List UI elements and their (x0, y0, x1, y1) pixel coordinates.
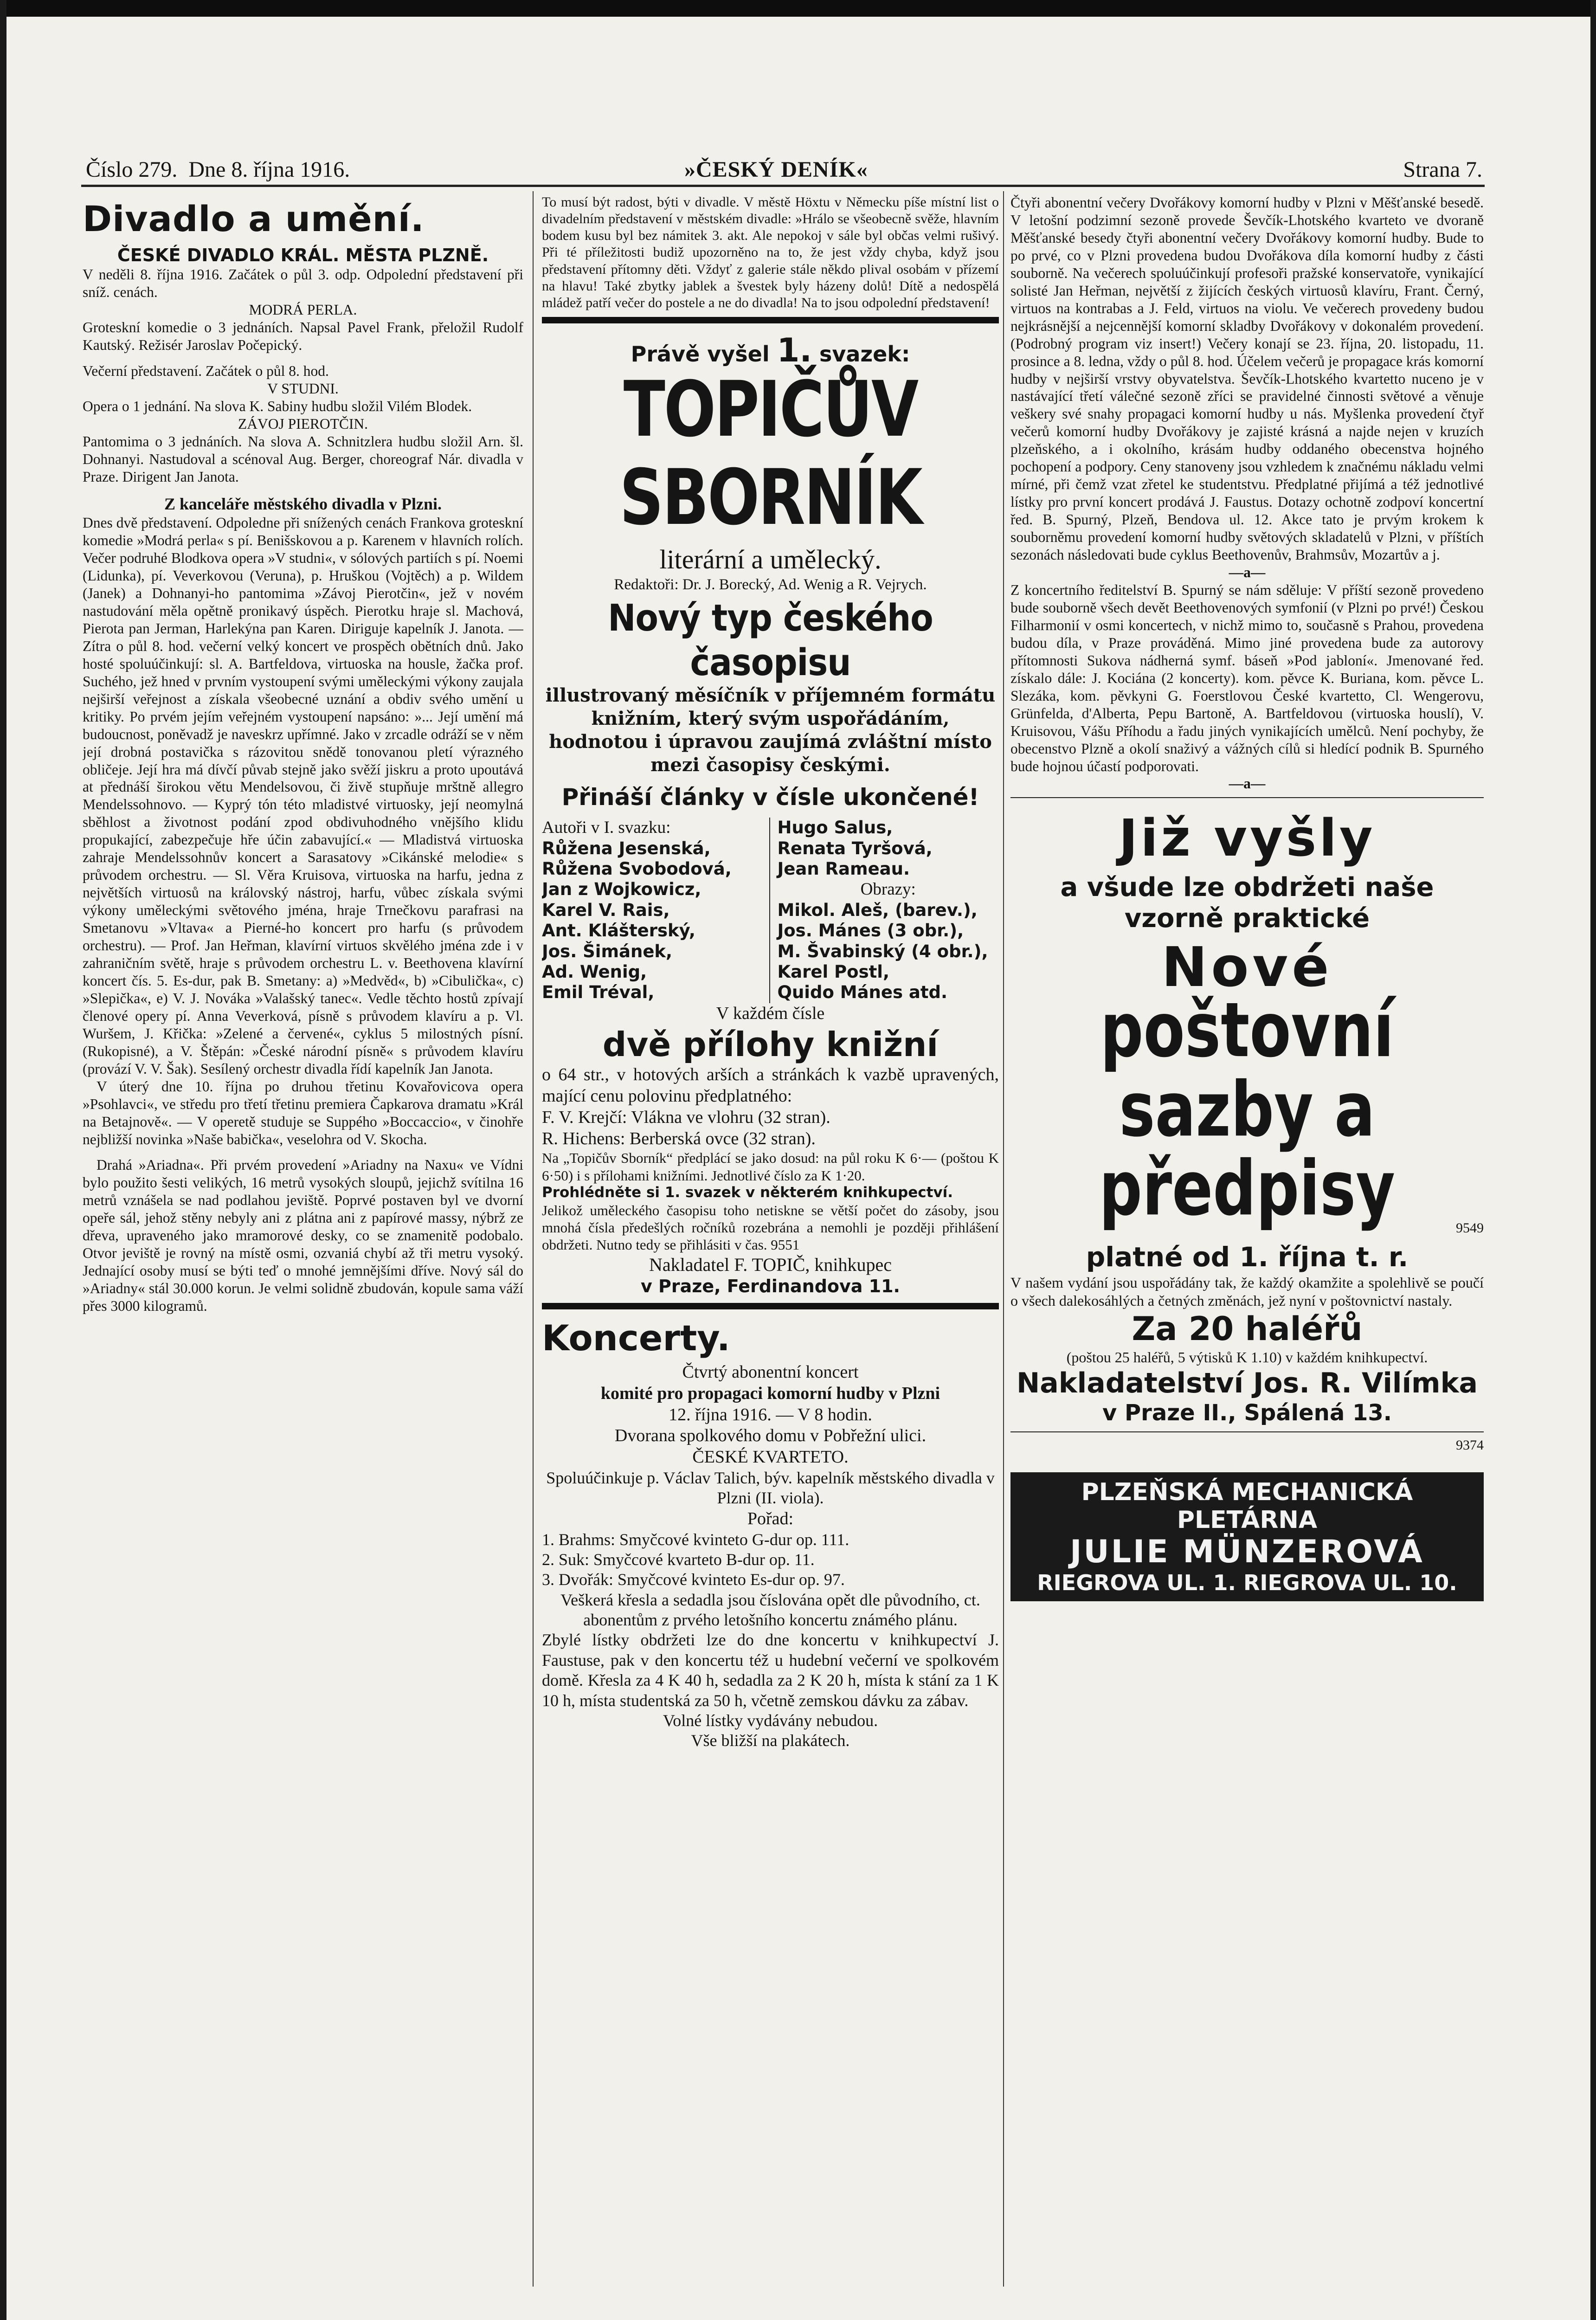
pantomime-text: Pantomima o 3 jednáních. Na slova A. Schnitzlera hudbu složil Arn. šl. Dohnanyi. Nastudoval a scénoval Aug. Berger, choreograf Nár. divadla v Praze. Dirigent Jan Janota. (83, 433, 523, 485)
ad-rule (1010, 797, 1484, 798)
ad-hichens: R. Hichens: Berberská ovce (32 stran). (542, 1128, 816, 1148)
column-rule-2 (1003, 191, 1004, 2287)
concert-date: 12. října 1916. — V 8 hodin. (669, 1405, 872, 1424)
office-text: Dnes dvě představení. Odpoledne při snížených cenách Frankova groteskní komedie »Modrá perla« s pí. Benišskovou a p. Karenem v hlavních rolích. Večer podruhé Blodkova opera »V studni«, v sólových partiích s pí. Noemi (Lidunka), pí. Veverkovou (Veruna), p. Hruškou (Vojtěch) a p. Wildem (Janek) a Dohnanyi-ho pantomima »Závoj Pierotčin«, jež v novém nastudování měla opětně pronikavý úspěch. Pierotku hraje sl. Machová, Pierota pan Jerman, Harlekýna pan Karen. Diriguje kapelník J. Janota. — Zítra o půl 8. hod. večerní velký koncert ve prospěch obětních dnů. Jako hosté spoluúčinkují: sl. A. Bartfeldova, virtuoska na housle, žačka prof. Suchého, jež hned v prvním vystoupení svými uměleckými výkony zaujala nejširší veřejnost a získala všeobecné uznání a obdiv svého umění u kritiky. Po prvém jejím veřejném vystoupení napsáno: »... Její umění má budoucnost, poněvadž je naveskrz upřímné. Jako v zrcadle odráží se v něm její drobná postavička s rázovitou snědě tonovanou pletí výrazného obličeje. Její hra má dívčí půvab stejně jako svěží jiskru a proto upoutává at přednáší širokou větu Mendelsovou, či živě stupňuje mrštně allegro Mendelssohnovo. — Kyprý tón této mladistvé virtuosky, její neomylná sběhlost a životnost podání zpod obdivuhodného vnějšího klidu propukající, zabezpečuje hře účin zabavující.« — Mladistvá virtuoska zahraje Mendelssohnův koncert a Sarasatovy »Cikánské melodie« s průvodem orchestru. — Sl. Věra Kruisova, virtuoska na harfu, jedna z největších virtuosů na královský nástroj, harfu, vůbec získala svými výkony uměleckými světového jména, hraje Trnečkovu parafrasi na Smetanovu »Vltava« a Pierné-ho koncert pro harfu (s průvodem orchestru). — Prof. Jan Heřman, klavírní virtuos skvělého jména zde i v zahraničním světě, hraje s průvodem orchestru L. v. Beethovena klavírní koncert čís. 5. Es-dur, pak B. Smetany: a) »Medvěd«, b) »Cibulička«, c) »Slepička«, e) V. J. Nováka »Valašský tanec«. Vedle těchto hostů zpívají členové opery pí. Anna Veverková, písně s průvodem klavíru a p. Vl. Wuršem, J. Křička: »Zelené a červené«, cyklus 5 milostných písní. (Rukopisné), a V. Štěpán: »České národní písně« s průvodem klavíru (provází V. V. Šak). Sesílený orchestr divadla řídí kapelník Jan Janota. (83, 515, 523, 1077)
factory-owner: JULIE MÜNZEROVÁ (1070, 1534, 1424, 1571)
ad-brings: Přináší články v čísle ukončené! (561, 784, 979, 811)
author: Ad. Wenig, (542, 962, 647, 982)
intro-text: To musí být radost, býti v divadle. V městě Höxtu v Německu píše místní list o divadelním představení v městském divadle: »Hrálo se všeobecně svěže, hlavním bodem kusu byl bez námitek 3. akt. Ale nepokoj v sále byl občas velmi rušivý. Při té příležitosti budiž upozorněno na to, že jest vždy chyba, když jsou představení přítomny děti. Vždyť z galerie stále někdo plival osobám v přízemí na hlavu! Také zbytky jablek a švestek byly házeny dolů! Dítě a nedospělá mládež patří večer do postele a ne do divadla! Na to jsou odpolední představení! (542, 194, 999, 310)
ad-subtitle: literární a umělecký. (659, 544, 882, 574)
author: Jan z Wojkowicz, (542, 879, 701, 900)
ad-new: Nové (1161, 935, 1333, 999)
concert-seats: Veškerá křesla a sedadla jsou číslována opět dle původního, ct. abonentům z prvého letošního koncertu známého plánu. (560, 1590, 980, 1630)
ad-description: illustrovaný měsíčník v příjemném formátu knižním, který svým uspořádáním, hodnotou i úpravou zaujímá zvláštní místo mezi časopisy českými. (545, 684, 996, 776)
concert-venue: Dvorana spolkového domu v Pobřežní ulici. (614, 1426, 927, 1446)
two-supplements: dvě přílohy knižní (602, 1025, 939, 1064)
concert-tickets: Zbylé lístky obdržeti lze do dne koncertu v knihkupectví J. Faustuse, pak v den koncertu též u hudební večerní ve spolkovém domě. Křesla za 4 K 40 h, sedadla za 2 K 20 h, místa k stání za 1 K 10 h, místa studentská za 50 h, včetně zemskou dávku za zábav. (542, 1630, 999, 1710)
program-item: 2. Suk: Smyčcové kvarteto B-dur op. 11. (542, 1550, 815, 1569)
ad-rule (1010, 1431, 1484, 1432)
concert-posters: Vše bližší na plakátech. (691, 1731, 850, 1750)
authors-label: Autoři v I. svazku: (542, 818, 671, 838)
ad-new-type: Nový typ českého časopisu (608, 596, 933, 683)
paper-title: »ČESKÝ DENÍK« (684, 157, 868, 182)
ad-valid-from: platné od 1. října t. r. (1086, 1241, 1409, 1273)
ad-price: Za 20 haléřů (1132, 1310, 1363, 1348)
dvorak-evenings-text: Čtyři abonentní večery Dvořákovy komorní hudby v Plzni v Měšťanské besedě. V letošní podzimní sezoně provede Ševčík-Lhotského kvarteto ve dvoraně Měšťanské besedy čtyři abonentní večery Dvořákovy komorní hudby. Bude to po prvé, co v Plzni provedena budou Dvořákova díla komorní hudby z části souborně. Na večerech spoluúčinkují profesoři pražské konservatoře, vynikající solisté Jan Heřman, největší z žijících českých virtuosů klavíru, Frant. Černý, virtuos na kontrabas a J. Feld, virtuos na violu. Ve večerech provedeny budou nejkrásnější a nejcennější komorní skladby Dvořákovy v dokonalém provedení. (Podrobný program viz insert!) Večery konají se 23. října, 20. listopadu, 11. prosince a 8. ledna, vždy o půl 8. hod. Účelem večerů je propagace krás komorní hudby v nejširší vrstvy obyvatelstva. Ševčík-Lhotského kvartetto nuceno je v nastávající třetí válečné sezoně zříci se pravidelné činnosti světové a věnuje veškery své snahy propagaci komorní hudby u nás. Myšlenka provedení čtyř večerů komorní hudby Dvořákovy je zajisté krásná a najde nejen v kruzích plzeňského, a i okolního, krásám hudby oddaného obecenstva hojného pochopení a podpory. Ceny stanoveny jsou vzhledem k značnému nákladu velmi mírné, při čemž vzat zřetel ke studentstvu. Předplatné přijímá a též jednotlivé lístky pro první koncert prodává J. Faustus. Dotazy ochotně zodpoví koncertní řed. B. Spurný, Plzeň, Bendova ul. 12. Akce tato je prvým krokem k souborněmu provedení komorní hudby světových skladatelů v Plzni, v příštích sezonách následovati bude cyklus Beethovenův, Brahmsův, Mozartův a j. (1010, 194, 1484, 563)
factory-address: RIEGROVA UL. 1. RIEGROVA UL. 10. (1037, 1570, 1457, 1595)
author: Renata Tyršová, (777, 838, 933, 858)
opera-title: V STUDNI. (267, 380, 339, 397)
author: Růžena Svobodová, (542, 859, 732, 879)
ad-postal-rates: poštovní sazby a předpisy (1099, 986, 1396, 1232)
opera-text: Opera o 1 jednání. Na slova K. Sabiny hudbu složil Vilém Blodek. (83, 398, 472, 415)
every-issue: V každém čísle (716, 1003, 825, 1023)
concert-guest: Spoluúčinkuje p. Václav Talich, býv. kapelník městského divadla v Plzni (II. viola). (546, 1468, 995, 1508)
concert-fourth: Čtvrtý abonentní koncert (682, 1362, 859, 1382)
author: Emil Tréval, (542, 982, 655, 1003)
scan-right-edge (1590, 0, 1596, 2320)
concert-committee: komité pro propagaci komorní hudby v Plzni (600, 1383, 940, 1403)
factory-name: PLZEŇSKÁ MECHANICKÁ PLETÁRNA (1081, 1478, 1413, 1534)
spurny-text: Z koncertního ředitelství B. Spurný se nám sděluje: V příští sezoně provedeno bude souborně všech devět Beethovenových symfonií (v Plzni po prvé!) Českou Filharmonií v osmi koncertech, v nichž mimo to, současně s Prahou, provedena budou díla, v Praze prováděná. Mimo jiné provedena bude za autorovy přítomnosti Sukova nádherná symf. báseň »Pod jabloní«. Jmenované řed. získalo dále: J. Kociána (2 koncerty). kom. pěvce K. Buriana, kom. pěvce L. Slezáka, kom. pěvkyni G. Foerstlovou České kvartetto, Cl. Wengerovu, Grünfelda, d'Alberta, Pepu Bartoně, A. Bartfeldovou (virtuoska houslí), V. Kruisovou, Vášu Příhodu a řadu jiných vynikajících umělců. Není pochyby, že obecenstvo Plzně a okolí snaživý a vážných cílů si hledící podnik B. Spurného bude hojnou účastí podporovati. (1010, 581, 1484, 774)
picture-author: Jos. Mánes (3 obr.), (777, 921, 964, 941)
ad-see-volume: Prohlédněte si 1. svazek v některém knihkupectví. (542, 1184, 953, 1201)
ad-pages: o 64 str., v hotových arších a stránkách k vazbě upravených, mající cenu polovinu předplatného: (542, 1065, 999, 1106)
ad-authors (542, 818, 999, 1003)
play-title: MODRÁ PERLA. (249, 302, 357, 318)
column-2 (542, 194, 999, 2305)
program-item: 1. Brahms: Smyčcové kvinteto G-dur op. 111. (542, 1530, 849, 1549)
scan-top-edge (0, 0, 1596, 17)
concert-no-free: Volné lístky vydávány nebudou. (663, 1711, 878, 1730)
tuesday-text: V úterý dne 10. října po druhou třetinu Kovařovicova opera »Psohlavci«, ve středu pro třetí třetinu premiera Čapkarova dramatu »Král na Betajnově«. — V operetě studuje se Suppého »Boccaccio«, v činohře nejbližší novinka »Naše babička«, veselohra od V. Skocha. (83, 1078, 523, 1147)
author: Růžena Jesenská, (542, 838, 711, 858)
ad-title: TOPIČŮV SBORNÍK (619, 365, 921, 543)
ad-top-rule (542, 317, 999, 323)
column-3 (1010, 194, 1484, 2305)
ad-publisher: Nakladatelství Jos. R. Vilímka (1017, 1367, 1478, 1400)
ad-address: v Praze, Ferdinandova 11. (641, 1276, 900, 1296)
picture-author: Karel Postl, (777, 962, 890, 982)
picture-author: Quido Mánes atd. (777, 982, 948, 1003)
ariadna-text: Drahá »Ariadna«. Při prvém provedení »Ariadny na Naxu« ve Vídni bylo použito šesti velikých, 16 metrů vysokých sloupů, jejichž svítilna 16 metrů vznášela se nad podlahou jeviště. Poprvé postaven byl ve dvorní opeře sál, jehož stěny nebyly ani z plátna ani z papírové massy, nýbrž ze dřeva, upraveného jako mramorové desky, co se znamenitě podobalo. Otvor jeviště je rovný na místě osmi, ozvaniá chybí až tři metru vysoký. Jednající osoby musí se býti teď o mnohé jemnějšími dříve. Nový sál do »Ariadny« stál 30.000 korun. Je velmi solidně zbudován, kopule sama váží přes 3000 kilogramů. (83, 1157, 523, 1315)
ad-just-published: Právě vyšel 1. svazek: (631, 331, 910, 369)
author: Jean Rameau. (777, 859, 910, 879)
ad-publisher: Nakladatel F. TOPIČ, knihkupec (649, 1254, 892, 1275)
author: Karel V. Rais, (542, 900, 670, 920)
picture-author: M. Švabinský (4 obr.), (777, 941, 988, 961)
concert-quartet: ČESKÉ KVARTETO. (692, 1447, 849, 1467)
sunday-line: V neděli 8. října 1916. Začátek o půl 3. odp. Odpolední představení při sníž. cenách. (83, 266, 523, 301)
header-rule (81, 185, 1485, 187)
pictures-label: Obrazy: (860, 880, 916, 899)
concerts-title: Koncerty. (542, 1317, 730, 1359)
column-rule-1 (533, 191, 534, 2287)
ad-publisher-address: v Praze II., Spálená 13. (1102, 1400, 1392, 1426)
ad-limited: Jelikož uměleckého časopisu toho netiskne se větší počet do zásoby, jsou mnohá čísla předešlých ročníků rozebrána a nemohli je později přihlášení obdržeti. Nutno tedy se přihlásiti v čas. 9551 (542, 1202, 999, 1253)
program-item: 3. Dvořák: Smyčcové kvinteto Es-dur op. 97. (542, 1570, 845, 1589)
masthead-line (86, 153, 1482, 187)
ad-krejci: F. V. Krejčí: Vlákna ve vlohru (32 stran). (542, 1107, 830, 1127)
issue-date: Číslo 279. Dne 8. října 1916. (86, 157, 350, 182)
play-text: Groteskní komedie o 3 jednáních. Napsal Pavel Frank, přeložil Rudolf Kautský. Režisér Jaroslav Počepický. (83, 319, 523, 354)
ad-code: 9549 (1456, 1220, 1484, 1236)
evening-line: Večerní představení. Začátek o půl 8. hod. (83, 363, 329, 380)
concert-program-label: Pořad: (747, 1508, 794, 1528)
office-title: Z kanceláře městského divadla v Plzni. (164, 494, 442, 513)
picture-author: Mikol. Aleš, (barev.), (777, 900, 978, 920)
ad-edition-text: V našem vydání jsou uspořádány tak, že každý okamžite a spolehlivě se poučí o všech dalekosáhlých a četných změnách, jež nyní v poštovnictví nastaly. (1010, 1274, 1484, 1309)
knitting-factory-ad (1010, 1472, 1484, 1602)
signature: —a— (1229, 775, 1266, 792)
scan-left-edge (0, 0, 6, 2320)
author: Jos. Šimánek, (542, 941, 673, 961)
ad-postage: (poštou 25 haléřů, 5 výtisků K 1.10) v každém knihkupectví. (1066, 1349, 1428, 1366)
page-number: Strana 7. (1403, 157, 1482, 182)
section-title: Divadlo a umění. (83, 198, 425, 239)
ad-code-2: 9374 (1456, 1437, 1484, 1453)
ad-editors: Redaktoři: Dr. J. Borecký, Ad. Wenig a R. Vejrych. (614, 576, 927, 593)
author: Hugo Salus, (777, 818, 893, 838)
column-1 (83, 194, 523, 2305)
theatre-name: ČESKÉ DIVADLO KRÁL. MĚSTA PLZNĚ. (117, 245, 489, 265)
pantomime-title: ZÁVOJ PIEROTČIN. (238, 415, 368, 432)
signature: —a— (1229, 564, 1266, 581)
ad-everywhere: a všude lze obdržeti naše vzorně praktické (1060, 872, 1434, 934)
ad-subscription: Na „Topičův Sborník“ předplácí se jako dosud: na půl roku K 6·— (poštou K 6·50) i s přílohami knižními. Jednotlivé číslo za K 1·20. (542, 1150, 999, 1184)
ad-bottom-rule (542, 1303, 999, 1309)
author: Ant. Klášterský, (542, 921, 695, 941)
ad-already-out: Již vyšly (1119, 808, 1376, 868)
